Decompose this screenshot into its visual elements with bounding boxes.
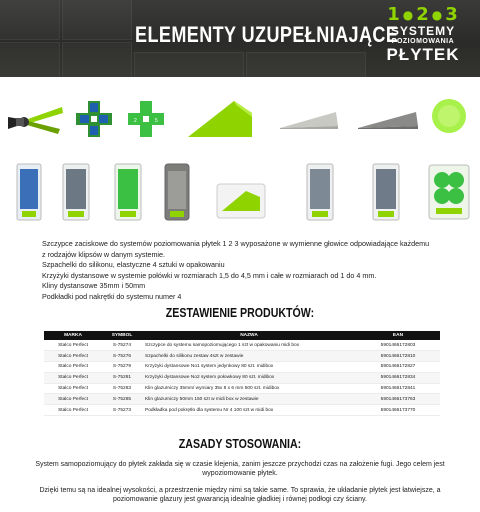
tile-texture	[62, 0, 132, 40]
logo-line1: SYSTEMY	[390, 24, 456, 38]
cell-ean: 5901466172827	[356, 362, 440, 373]
clip-box-grey	[164, 163, 190, 221]
product-description	[42, 239, 462, 303]
cell-symbol: S-75283	[102, 383, 142, 394]
cell-brand: Stalco Perfect	[44, 351, 102, 362]
table-row	[44, 372, 440, 383]
pad-box-green	[428, 164, 470, 220]
spacer-box-green	[114, 163, 142, 221]
cell-brand: Stalco Perfect	[44, 372, 102, 383]
products-section-title: ZESTAWIENIE PRODUKTÓW:	[165, 306, 315, 320]
grey-wedge-icon	[278, 108, 340, 130]
pliers-icon	[6, 101, 64, 141]
cell-symbol: S-75281	[102, 372, 142, 383]
page-title: ELEMENTY UZUPEŁNIAJĄCE	[135, 22, 399, 47]
cell-brand: Stalco Perfect	[44, 394, 102, 405]
table-row	[44, 340, 440, 351]
cell-ean: 5901466172803	[356, 340, 440, 351]
green-wedge-icon	[186, 99, 256, 139]
table-row	[44, 362, 440, 373]
cell-name: Szpachelki do silikonu zestaw 4szt w zestawie	[142, 351, 356, 362]
cell-name: Szczypce do systemu samopoziomującego 1 szt w opakowaniu midi box	[142, 340, 356, 351]
logo-line2: POZIOMOWANIA	[391, 38, 455, 45]
cell-brand: Stalco Perfect	[44, 340, 102, 351]
rules-section-title: ZASADY STOSOWANIA:	[178, 437, 302, 451]
tile-texture	[246, 52, 366, 77]
cell-symbol: S-75279	[102, 362, 142, 373]
spacer-box-blue	[16, 163, 42, 221]
grey-wedge-long-icon	[356, 110, 420, 130]
tile-texture	[62, 42, 132, 77]
description-line: Krzyżyki dystansowe w systemie połówki w rozmiarach 1,5 do 4,5 mm i całe w rozmiarach od 1 do 4 mm.	[42, 270, 377, 280]
cell-symbol: S-75274	[102, 340, 142, 351]
brand-logo	[378, 4, 468, 74]
description-line: z rodzajów klipsów w danym systemie.	[42, 249, 166, 259]
cell-name: Krzyżyki dystansowe No1 system jedynkowy 80 szt. midibox	[142, 362, 356, 373]
table-row	[44, 394, 440, 405]
cell-ean: 5901466172810	[356, 351, 440, 362]
spacer-box-grey	[62, 163, 90, 221]
products-table	[44, 331, 440, 416]
logo-numbers: 1 ● 2 ● 3	[387, 4, 459, 25]
col-header-symbol: SYMBOL	[102, 331, 142, 340]
spacer-box-grey-2	[306, 163, 334, 221]
cell-symbol: S-75285	[102, 394, 142, 405]
header-banner	[0, 0, 480, 77]
tile-texture	[134, 52, 244, 77]
description-line: Podkładki pod nakrętki do systemu numer 4	[42, 291, 182, 301]
col-header-ean: EAN	[356, 331, 440, 340]
svg-text:2: 2	[134, 118, 137, 124]
cell-symbol: S-75273	[102, 405, 142, 416]
description-line: Szczypce zaciskowe do systemów poziomowania płytek 1 2 3 wyposażone w wymienne głowice odpowiadające każdemu	[42, 239, 430, 248]
svg-text:5: 5	[155, 118, 158, 124]
table-row	[44, 405, 440, 416]
table-row	[44, 351, 440, 362]
logo-line3: PŁYTEK	[386, 45, 460, 64]
round-pad-icon	[431, 98, 467, 134]
col-header-brand: MARKA	[44, 331, 102, 340]
rules-paragraph-2: Dzięki temu są na idealnej wysokości, a przestrzenie między nimi są takie same. To sprawia, że układanie płytek jest łatwiejsze, a poziomowanie glazury jest gwarancją idealnie gładkiej i równej podłogi czy ściany.	[39, 487, 441, 504]
wedge-box-green	[216, 183, 266, 219]
spacer-box-grey-3	[372, 163, 400, 221]
tile-texture	[0, 42, 60, 77]
cell-name: Klin glazurniczy 50mm 150 szt w midi box w zestawie	[142, 394, 356, 405]
cell-name: Klin glazurniczy 35mm/ wymiary 35x 8 x 6 mm 500 szt. midibox	[142, 383, 356, 394]
cell-ean: 5901466172841	[356, 383, 440, 394]
table-header-row	[44, 331, 440, 340]
cell-name: Podkładka pod pokrętło dla systemu Nr 4 100 szt w midi box	[142, 405, 356, 416]
rules-paragraph-1: System samopoziomujący do płytek zakłada się w czasie klejenia, zanim jeszcze przychodzi czas na założenie fugi. Jego celem jest wypoziomowanie płytek.	[35, 461, 445, 478]
table-row	[44, 383, 440, 394]
cell-ean: 5901466172834	[356, 372, 440, 383]
cell-ean: 5901466173770	[356, 405, 440, 416]
cross-spacer-icon	[128, 100, 164, 138]
col-header-name: NAZWA	[142, 331, 356, 340]
cell-brand: Stalco Perfect	[44, 362, 102, 373]
cell-brand: Stalco Perfect	[44, 405, 102, 416]
description-line: Szpachelki do silikonu, elastyczne 4 sztuki w opakowaniu	[42, 260, 225, 270]
cell-brand: Stalco Perfect	[44, 383, 102, 394]
cross-head-icon	[76, 100, 112, 138]
tile-texture	[0, 0, 60, 40]
cell-symbol: S-75276	[102, 351, 142, 362]
description-line: Kliny dystansowe 35mm i 50mm	[42, 281, 146, 291]
cell-ean: 5901466173763	[356, 394, 440, 405]
cell-name: Krzyżyki dystansowe No2 system połowkowy 80 szt. midibox	[142, 372, 356, 383]
